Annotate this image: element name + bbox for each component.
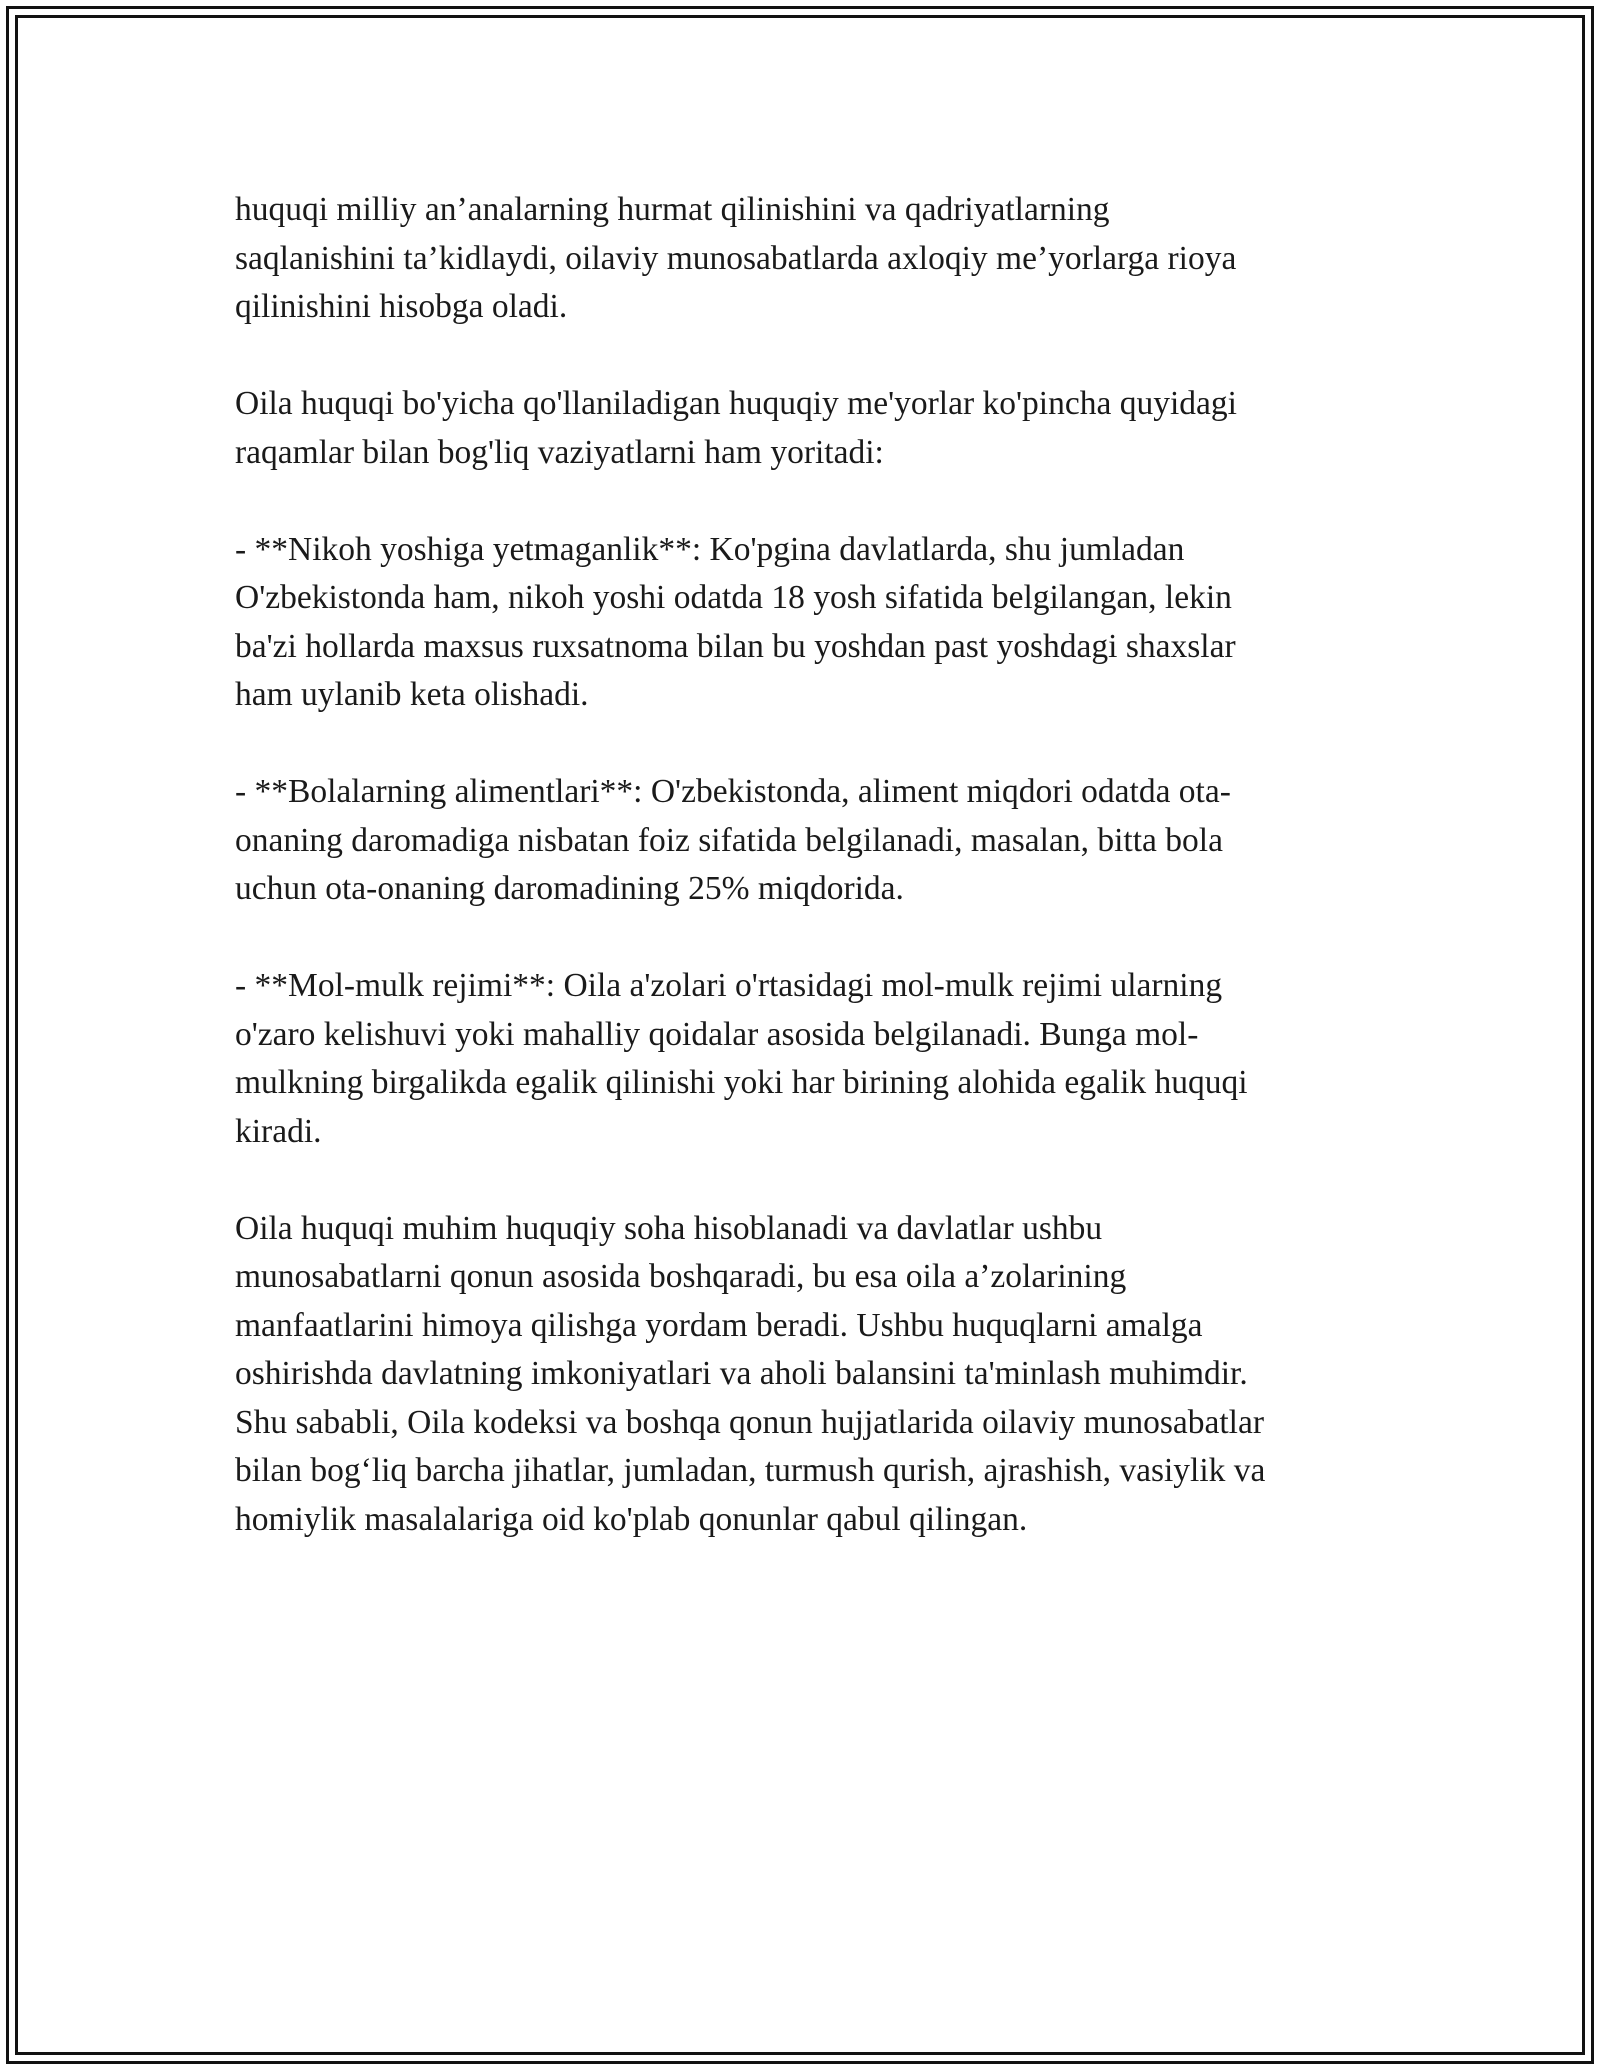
paragraph-numbers-intro: Oila huquqi bo'yicha qo'llaniladigan huquqiy me'yorlar ko'pincha quyidagi raqamlar bilan bog'liq vaziyatlarni ham yoritadi: (235, 385, 1237, 471)
list-item-marriage-age: - **Nikoh yoshiga yetmaganlik**: Ko'pgina davlatlarda, shu jumladan O'zbekistonda ham, nikoh yoshi odatda 18 yosh sifatida belgilangan, lekin ba'zi hollarda maxsus ruxsatnoma bilan bu yoshdan past yoshdagi shaxslar ham uylanib keta olishadi. (235, 530, 1236, 713)
paragraph-conclusion: Oila huquqi muhim huquqiy soha hisoblanadi va davlatlar ushbu munosabatlarni qonun asosida boshqaradi, bu esa oila a’zolarining manfaatlarini himoya qilishga yordam beradi. Ushbu huquqlarni amalga oshirishda davlatning imkoniyatlari va aholi balansini ta'minlash muhimdir. Shu sababli, Oila kodeksi va boshqa qonun hujjatlarida oilaviy munosabatlar bilan bog‘liq barcha jihatlar, jumladan, turmush qurish, ajrashish, vasiylik va homiylik masalalariga oid ko'plab qonunlar qabul qilingan. (235, 1209, 1266, 1538)
list-item-property-regime: - **Mol-mulk rejimi**: Oila a'zolari o'rtasidagi mol-mulk rejimi ularning o'zaro kelishuvi yoki mahalliy qoidalar asosida belgilanadi. Bunga mol- mulkning birgalikda egalik qilinishi yoki har birining alohida egalik huquqi kiradi. (235, 967, 1248, 1150)
list-item-child-alimony: - **Bolalarning alimentlari**: O'zbekistonda, aliment miqdori odatda ota- onaning daromadiga nisbatan foiz sifatida belgilanadi, masalan, bitta bola uchun ota-onaning daromadining 25% miqdorida. (235, 773, 1231, 907)
document-body (235, 186, 1375, 1544)
paragraph-intro-continuation: huquqi milliy an’analarning hurmat qilinishini va qadriyatlarning saqlanishini ta’kidlaydi, oilaviy munosabatlarda axloqiy me’yorlarga rioya qilinishini hisobga oladi. (235, 191, 1237, 325)
